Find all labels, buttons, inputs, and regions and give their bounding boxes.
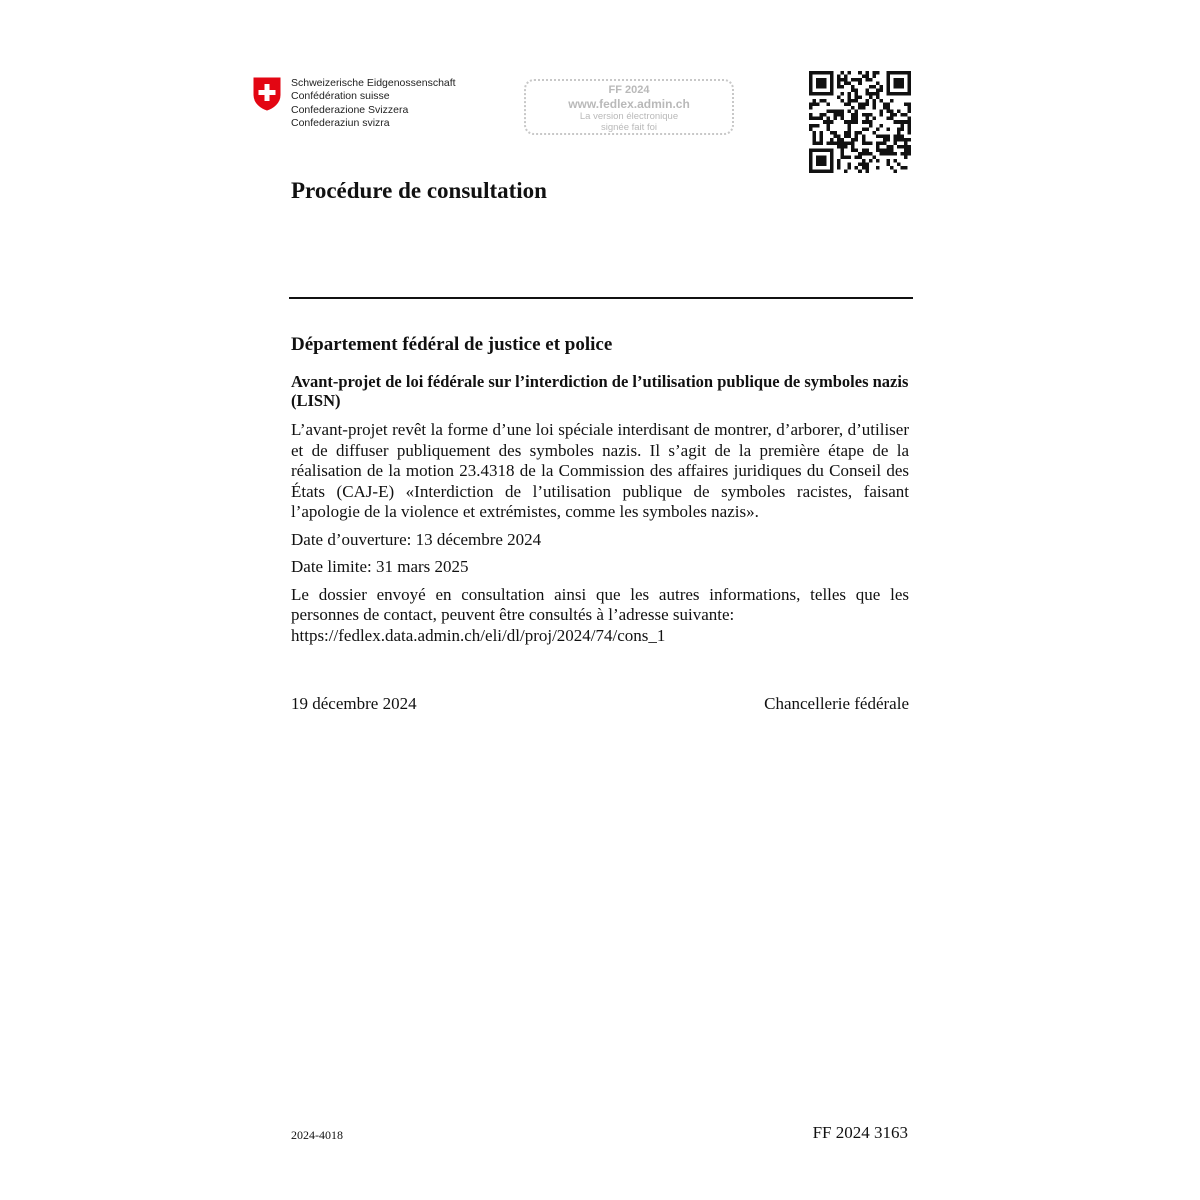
- dossier-text: Le dossier envoyé en consultation ainsi que les autres informations, telles que les personnes de contact, peuvent être consultés à l’adresse suivante:: [291, 584, 909, 624]
- electronic-version-stamp: [524, 79, 734, 135]
- stamp-line-1: FF 2024: [608, 84, 650, 96]
- horizontal-rule: [289, 297, 913, 299]
- reference-number: 2024-4018: [291, 1128, 343, 1142]
- confederation-name-rm: Confederaziun svizra: [291, 117, 390, 130]
- opening-date: Date d’ouverture: 13 décembre 2024: [291, 529, 542, 549]
- ff-reference: FF 2024 3163: [812, 1123, 908, 1142]
- document-body: [291, 420, 909, 646]
- issuer: Chancellerie fédérale: [764, 694, 909, 713]
- deadline-date: Date limite: 31 mars 2025: [291, 557, 469, 576]
- dossier-paragraph: [291, 585, 909, 626]
- confederation-name-fr: Confédération suisse: [291, 90, 390, 103]
- department-heading: Département fédéral de justice et police: [291, 334, 613, 355]
- stamp-line-3: La version électronique: [579, 111, 679, 122]
- confederation-name-de: Schweizerische Eidgenossenschaft: [291, 77, 456, 89]
- page-title: Procédure de consultation: [291, 178, 547, 203]
- stamp-line-4: signée fait foi: [601, 122, 657, 133]
- stamp-line-2: www.fedlex.admin.ch: [568, 97, 690, 111]
- issue-date: 19 décembre 2024: [291, 694, 417, 713]
- summary-paragraph: L’avant-projet revêt la forme d’une loi spéciale interdisant de montrer, d’arborer, d’utiliser et de diffuser publiquement des symboles nazis. Il s’agit de la première étape de la réalisation de la motion 23.4318 de la Commission des affaires juridiques du Conseil des États (CAJ-E) «Interdiction de l’utilisation publique de symboles racistes, faisant l’apologie de la violence et extrémistes, comme les symboles nazis».: [291, 420, 909, 521]
- confederation-name-it: Confederazione Svizzera: [291, 103, 409, 116]
- confederation-names: [291, 77, 456, 131]
- qr-code-icon: [809, 71, 911, 173]
- subject-heading: Avant-projet de loi fédérale sur l’interdiction de l’utilisation publique de symboles nazis (LISN): [291, 372, 909, 410]
- dossier-url[interactable]: https://fedlex.data.admin.ch/eli/dl/proj/2024/74/cons_1: [291, 625, 666, 645]
- swiss-cross-shield-icon: [253, 77, 281, 111]
